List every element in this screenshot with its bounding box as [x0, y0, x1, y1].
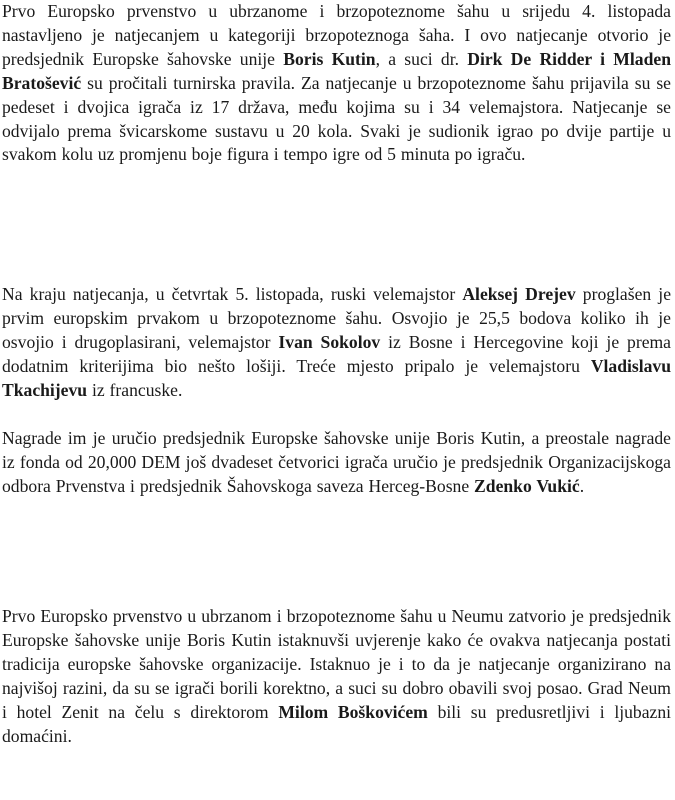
text-segment: .	[579, 475, 585, 496]
bold-name: Boris Kutin	[283, 48, 376, 69]
bold-name: Dirk De Ridder i Mladen Bratošević	[2, 48, 671, 93]
text-segment: proglašen je prvim europskim prvakom u brzopoteznome šahu. Osvojio je 25,5 bodova koliko ih je osvojio i drugoplasirani, velemajstor	[2, 284, 672, 352]
text-segment: Prvo Europsko prvenstvo u ubrzanome i brzopoteznome šahu u srijedu 4. listopada nastavljeno je natjecanjem u kategoriji brzopoteznoga šaha. I ovo natjecanje otvorio je predsjednik Europske šahovske unije	[2, 1, 671, 69]
text-segment: Na kraju natjecanja, u četvrtak 5. listopada, ruski velemajstor	[2, 284, 463, 304]
bold-name: Milom Boškovićem	[278, 701, 428, 722]
text-segment: Prvo Europsko prvenstvo u ubrzanom i brzopoteznome šahu u Neumu zatvorio je predsjednik Europske šahovske unije Boris Kutin istaknuvši uvjerenje kako će ovakva natjecanja postati tradicija europske šahovske organizacije. Istaknuo je i to da je natjecanje organizirano na najvišoj razini, da su se igrači borili korektno, a suci su dobro obavili svoj posao. Grad Neum i hotel Zenit na čelu s direktorom	[2, 606, 671, 722]
paragraph-2	[2, 283, 671, 403]
text-segment: , a suci dr.	[375, 48, 468, 69]
text-segment: iz Bosne i Hercegovine koji je prema dodatnim kriterijima bio nešto lošiji. Treće mjesto pripalo je velemajstoru	[2, 331, 671, 376]
text-segment: iz francuske.	[87, 379, 183, 400]
bold-name: Ivan Sokolov	[278, 331, 381, 352]
bold-name: Aleksej Drejev	[462, 284, 576, 304]
text-segment: Nagrade im je uručio predsjednik Europske šahovske unije Boris Kutin, a preostale nagrade iz fonda od 20,000 DEM još dvadeset četvorici igrača uručio je predsjednik Organizacijskoga odbora Prvenstva i predsjednik Šahovskoga saveza Herceg-Bosne	[2, 428, 671, 496]
text-segment: bili su predusretljivi i ljubazni domaćini.	[2, 701, 672, 746]
bold-name: Vladislavu Tkachijevu	[2, 355, 671, 400]
paragraph-1	[2, 0, 671, 167]
text-segment: su pročitali turnirska pravila. Za natjecanje u brzopoteznome šahu prijavila su se pedeset i dvojica igrača iz 17 država, među kojima su i 34 velemajstora. Natjecanje se odvijalo prema švicarskome sustavu u 20 kola. Svaki je sudionik igrao po dvije partije u svakom kolu uz promjenu boje figura i tempo igre od 5 minuta po igraču.	[2, 72, 671, 165]
bold-name: Zdenko Vukić	[474, 475, 580, 496]
paragraph-3	[2, 427, 671, 499]
paragraph-4	[2, 605, 671, 748]
